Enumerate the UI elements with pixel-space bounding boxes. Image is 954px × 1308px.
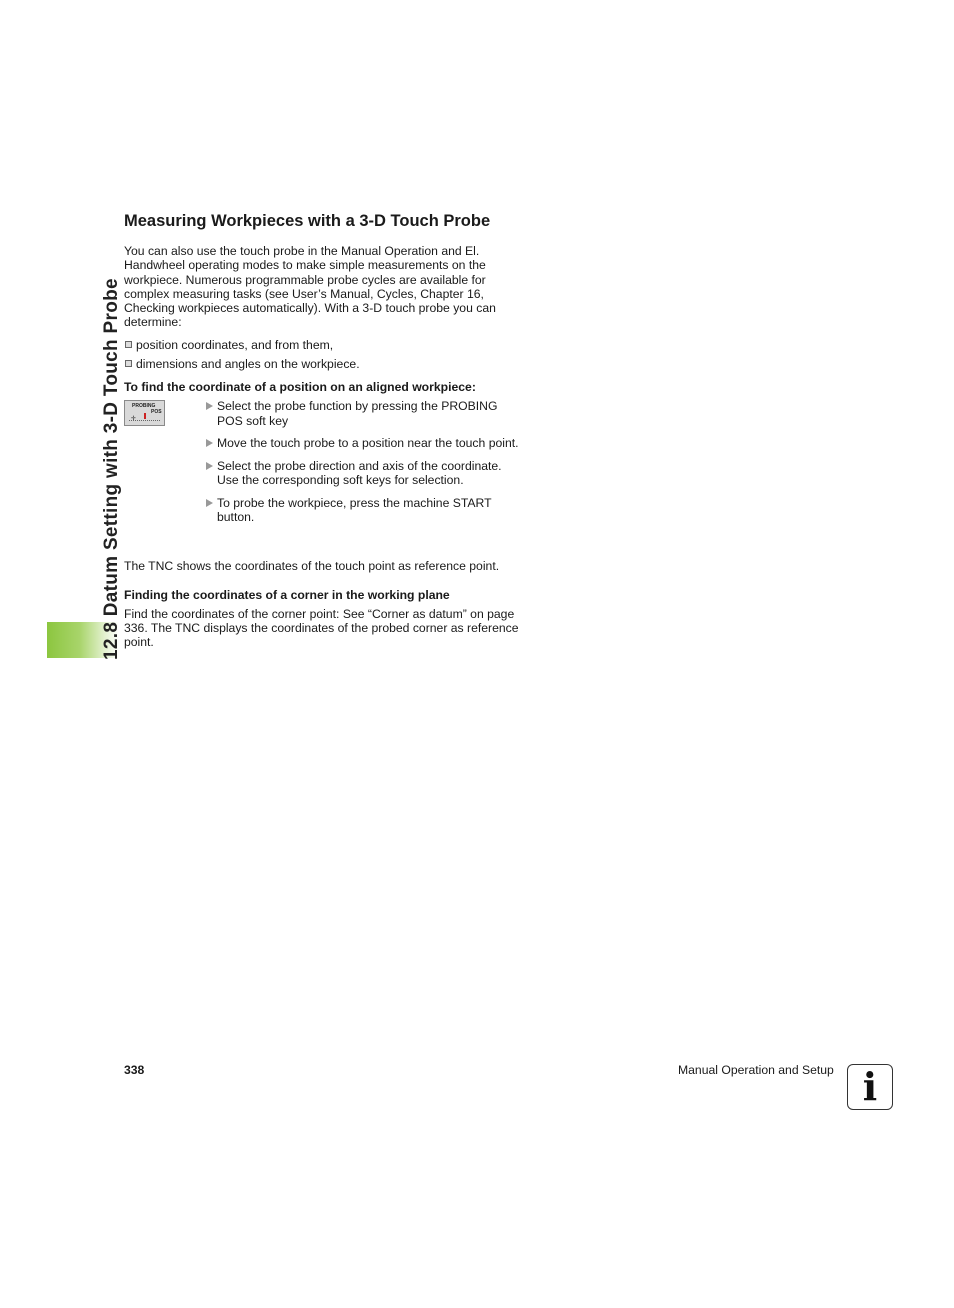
bullet-list [124, 338, 524, 372]
workpiece-surface-line [129, 420, 160, 421]
section-heading: Measuring Workpieces with a 3-D Touch Probe [124, 212, 491, 230]
softkey-bottom-label: POS [151, 409, 162, 416]
footer-chapter-title: Manual Operation and Setup [678, 1063, 834, 1077]
corner-heading: Finding the coordinates of a corner in the working plane [124, 587, 450, 602]
arrow-right-icon [206, 402, 213, 410]
bullet-square-icon [125, 360, 132, 367]
list-item: Select the probe function by pressing the PROBING POS soft key [205, 399, 525, 428]
probe-stylus-icon [144, 413, 146, 419]
list-item: Move the touch probe to a position near the touch point. [205, 436, 525, 450]
chapter-section-title: 12.8 Datum Setting with 3-D Touch Probe [101, 278, 122, 660]
list-item: position coordinates, and from them, [124, 338, 524, 352]
softkey-top-label: PROBING [132, 403, 156, 410]
crosshair-icon: ✛ [131, 416, 137, 423]
bullet-square-icon [125, 341, 132, 348]
list-item: dimensions and angles on the workpiece. [124, 357, 524, 371]
arrow-right-icon [206, 439, 213, 447]
intro-paragraph: You can also use the touch probe in the Manual Operation and El. Handwheel operating modes to make simple measurements on the workpiece. Numerous programmable probe cycles are available for complex measuring tasks (see User’s Manual, Cycles, Chapter 16, Checking workpieces automatically). With a 3-D touch probe you can determine: [124, 244, 496, 330]
procedure-heading: To find the coordinate of a position on an aligned workpiece: [124, 380, 476, 395]
arrow-right-icon [206, 462, 213, 470]
procedure-result: The TNC shows the coordinates of the touch point as reference point. [124, 559, 500, 574]
page-number: 338 [124, 1063, 145, 1077]
list-item: Select the probe direction and axis of the coordinate. Use the corresponding soft keys for selection. [205, 459, 525, 488]
info-icon [847, 1064, 893, 1110]
arrow-right-icon [206, 499, 213, 507]
step-list [205, 399, 525, 533]
info-glyph: i [862, 1064, 878, 1109]
procedure-steps-block [124, 399, 524, 559]
main-content [124, 211, 524, 650]
probing-pos-softkey-icon [124, 400, 165, 426]
corner-paragraph: Find the coordinates of the corner point: See “Corner as datum” on page 336. The TNC displays the coordinates of the probed corner as reference point. [124, 606, 519, 650]
list-item: To probe the workpiece, press the machine START button. [205, 496, 525, 525]
